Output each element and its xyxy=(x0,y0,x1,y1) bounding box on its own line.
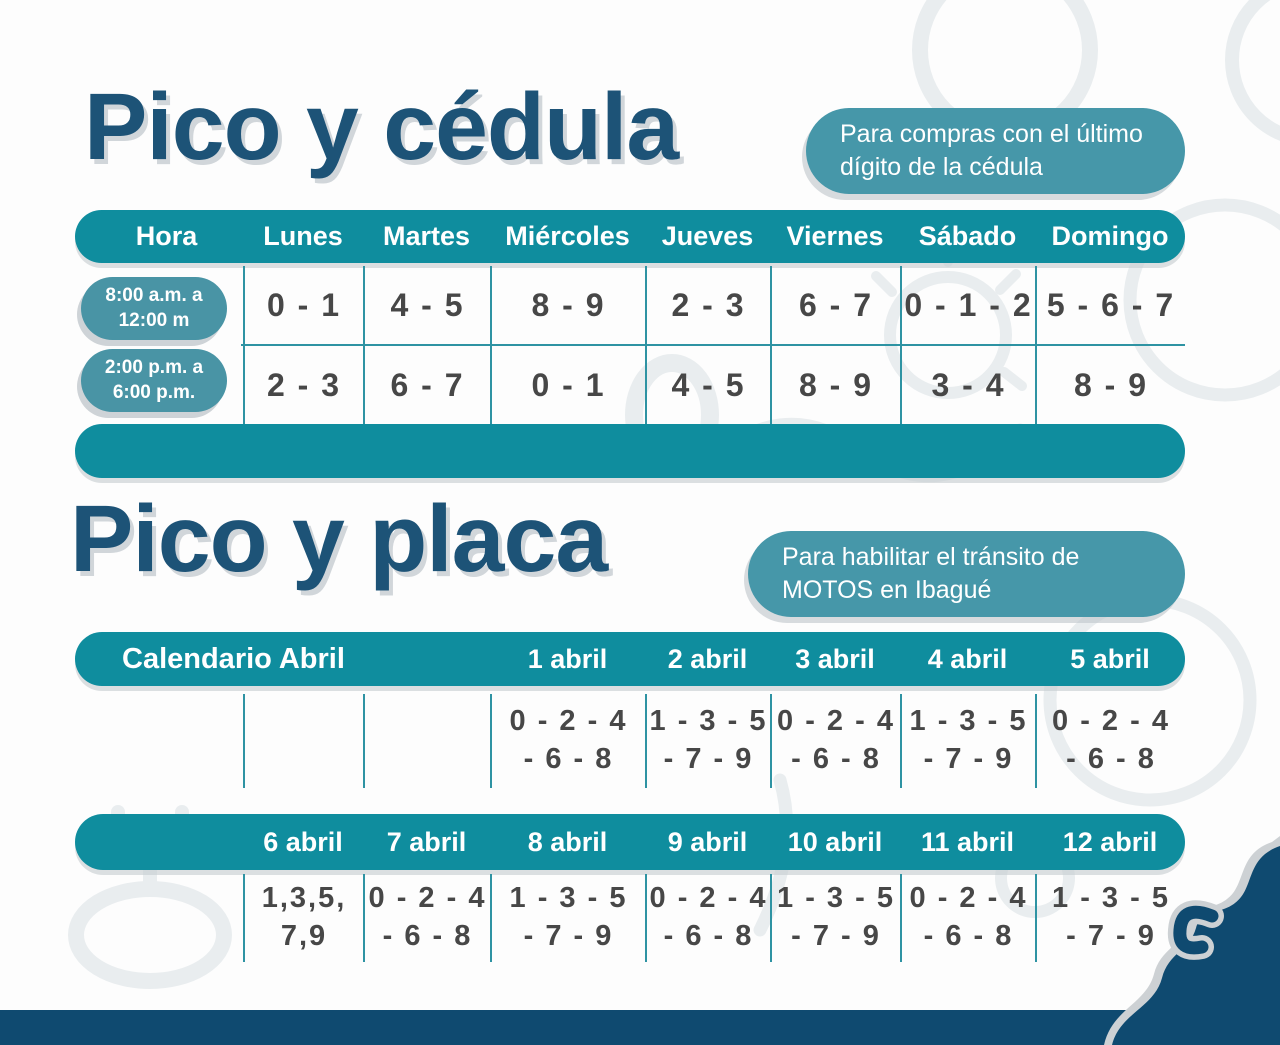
table-cell: 1 - 3 - 5 - 7 - 9 xyxy=(900,694,1035,788)
col-header-viernes: Viernes xyxy=(786,221,884,251)
table-cell: 1 - 3 - 5 - 7 - 9 xyxy=(645,694,770,788)
empty-cell xyxy=(90,874,243,962)
cedula-row-afternoon xyxy=(90,346,1185,424)
table-cell: 2 - 3 xyxy=(645,266,770,344)
table-cell: 6 - 7 xyxy=(770,266,900,344)
cedula-note-line2: dígito de la cédula xyxy=(840,153,1043,181)
col-header-9-abril: 9 abril xyxy=(667,826,748,857)
table-cell: 0 - 2 - 4 - 6 - 8 xyxy=(900,874,1035,962)
col-header-2-abril: 2 abril xyxy=(667,643,748,674)
teal-separator-bar xyxy=(75,424,1185,478)
calendar-week1-header-row xyxy=(90,632,1185,686)
col-header-hora: Hora xyxy=(135,221,198,251)
col-header-4-abril: 4 abril xyxy=(927,643,1008,674)
col-header-miercoles: Miércoles xyxy=(505,221,630,251)
calendar-week1-row xyxy=(90,694,1185,788)
col-header-1-abril: 1 abril xyxy=(527,643,608,674)
table-cell: 1 - 3 - 5 - 7 - 9 xyxy=(490,874,645,962)
col-header-11-abril: 11 abril xyxy=(920,826,1015,857)
corner-splash-shape xyxy=(1050,828,1280,1045)
col-header-12-abril: 12 abril xyxy=(1062,826,1158,857)
time-pill-morning: 8:00 a.m. a 12:00 m xyxy=(81,277,227,340)
col-header-10-abril: 10 abril xyxy=(787,826,883,857)
cedula-note-line1: Para compras con el último xyxy=(840,119,1143,148)
col-header-lunes: Lunes xyxy=(263,221,343,251)
table-cell: 1,3,5, 7,9 xyxy=(243,874,363,962)
table-cell: 0 - 1 xyxy=(243,266,363,344)
empty-cell xyxy=(90,694,243,788)
cedula-row-morning xyxy=(90,266,1185,344)
col-header-6-abril: 6 abril xyxy=(263,826,343,857)
table-cell: 0 - 2 - 4 - 6 - 8 xyxy=(645,874,770,962)
table-cell: 8 - 9 xyxy=(490,266,645,344)
table-cell: 0 - 2 - 4 - 6 - 8 xyxy=(490,694,645,788)
empty-cell xyxy=(363,694,490,788)
table-cell: 6 - 7 xyxy=(363,346,490,424)
calendar-label: Calendario Abril xyxy=(122,642,345,675)
col-header-jueves: Jueves xyxy=(661,221,754,251)
col-header-5-abril: 5 abril xyxy=(1070,643,1150,674)
table-cell: 1 - 3 - 5 - 7 - 9 xyxy=(1035,874,1185,962)
col-header-domingo: Domingo xyxy=(1051,221,1169,251)
calendar-week2-header-row xyxy=(90,814,1185,870)
empty-cell xyxy=(243,694,363,788)
table-cell: 5 - 6 - 7 xyxy=(1035,266,1185,344)
table-cell: 3 - 4 xyxy=(900,346,1035,424)
time-pill-afternoon: 2:00 p.m. a 6:00 p.m. xyxy=(81,349,227,412)
table-cell: 4 - 5 xyxy=(363,266,490,344)
table-cell: 0 - 1 xyxy=(490,346,645,424)
table-cell: 0 - 2 - 4 - 6 - 8 xyxy=(363,874,490,962)
col-header-sabado: Sábado xyxy=(918,221,1017,251)
col-header-3-abril: 3 abril xyxy=(795,643,875,674)
calendar-week2-row xyxy=(90,874,1185,962)
pico-y-placa-title: Pico y placa xyxy=(70,486,608,592)
table-cell: 8 - 9 xyxy=(1035,346,1185,424)
cedula-note xyxy=(806,108,1185,194)
col-header-8-abril: 8 abril xyxy=(527,826,608,857)
table-cell: 8 - 9 xyxy=(770,346,900,424)
placa-note-line2: MOTOS en Ibagué xyxy=(782,576,992,604)
col-header-7-abril: 7 abril xyxy=(386,826,467,857)
table-cell: 0 - 2 - 4 - 6 - 8 xyxy=(770,694,900,788)
table-cell: 2 - 3 xyxy=(243,346,363,424)
table-cell: 0 - 2 - 4 - 6 - 8 xyxy=(1035,694,1185,788)
table-cell: 1 - 3 - 5 - 7 - 9 xyxy=(770,874,900,962)
placa-note-line1: Para habilitar el tránsito de xyxy=(782,542,1080,571)
cedula-header-row xyxy=(90,210,1185,263)
placa-note xyxy=(748,531,1185,617)
col-header-martes: Martes xyxy=(382,221,471,251)
pico-y-cedula-title: Pico y cédula xyxy=(84,74,679,180)
table-cell: 0 - 1 - 2 xyxy=(900,266,1035,344)
table-cell: 4 - 5 xyxy=(645,346,770,424)
